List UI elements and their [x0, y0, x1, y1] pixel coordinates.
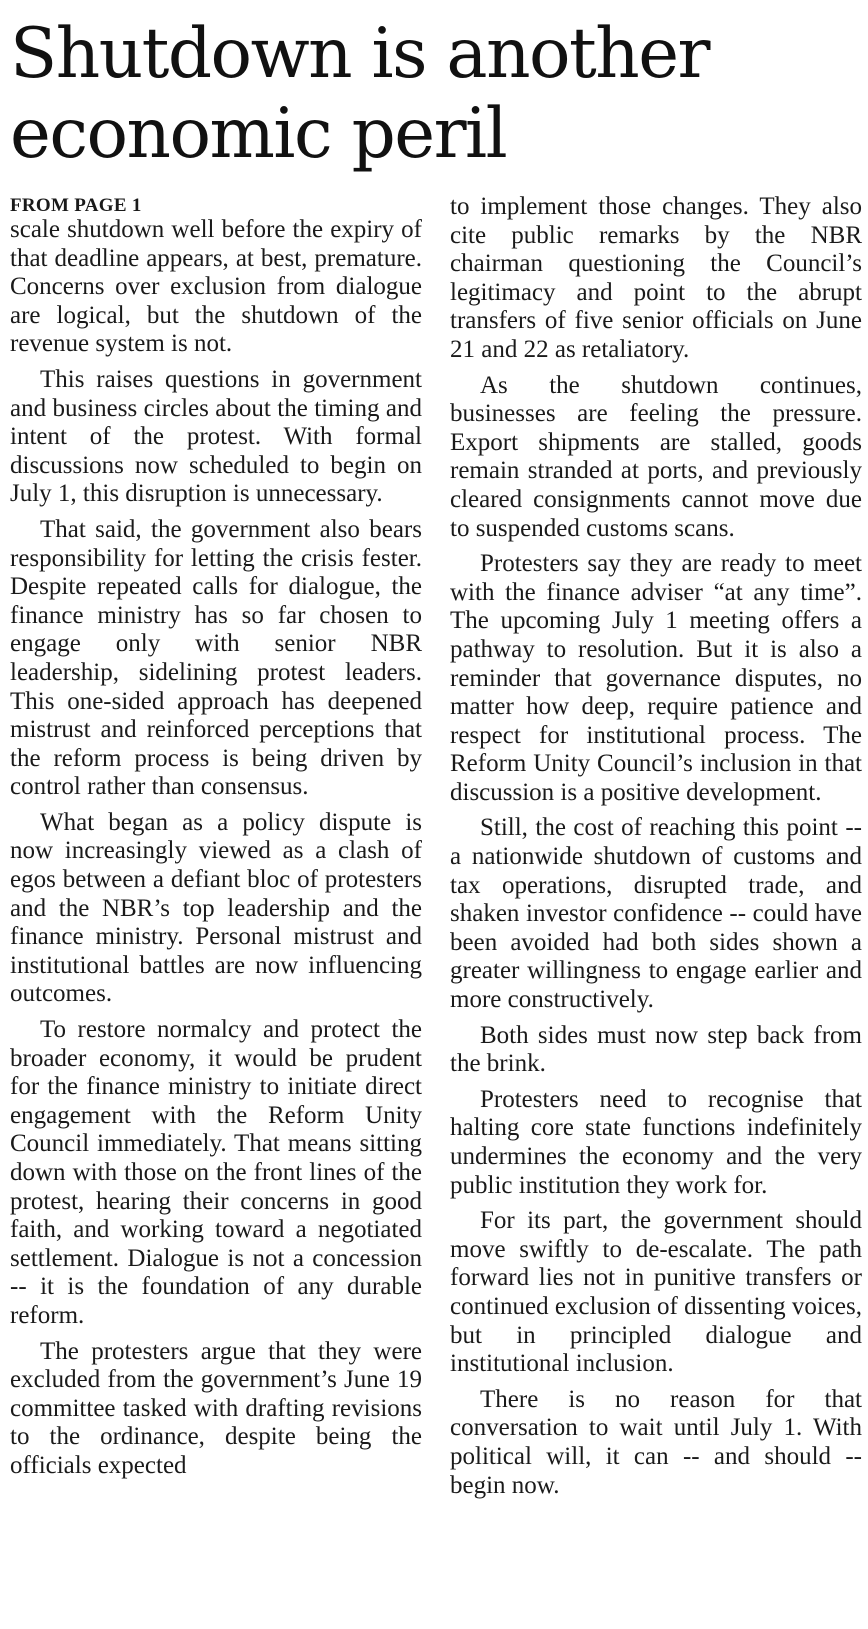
paragraph: to implement those changes. They also cite public remarks by the NBR chairman questioning the Council’s legitimacy and point to the abrupt transfers of five senior officials on June 21 and 22 as retaliatory. — [450, 193, 862, 363]
paragraph: For its part, the government should move swiftly to de-escalate. The path forward lies not in punitive transfers or continued exclusion of dissenting voices, but in principled dialogue and institutional inclusion. — [450, 1207, 862, 1378]
paragraph: As the shutdown continues, businesses are feeling the pressure. Export shipments are stalled, goods remain stranded at ports, and previously cleared consignments cannot move due to suspended customs scans. — [450, 371, 862, 542]
paragraph: That said, the government also bears responsibility for letting the crisis fester. Despite repeated calls for dialogue, the finance ministry has so far chosen to engage only with senior NBR leadership, sidelining protest leaders. This one-sided approach has deepened mistrust and reinforced perceptions that the reform process is being driven by control rather than consensus. — [10, 515, 422, 801]
right-column — [450, 193, 862, 1500]
continuation-kicker: FROM PAGE 1 — [10, 195, 142, 216]
paragraph: scale shutdown well before the expiry of that deadline appears, at best, premature. Concerns over exclusion from dialogue are logical, but the shutdown of the revenue system is not. — [10, 216, 422, 358]
paragraph: Both sides must now step back from the brink. — [450, 1021, 862, 1078]
paragraph: The protesters argue that they were excluded from the government’s June 19 committee tasked with drafting revisions to the ordinance, despite being the officials expected — [10, 1337, 422, 1479]
paragraph: There is no reason for that conversation to wait until July 1. With political will, it can -- and should -- begin now. — [450, 1385, 862, 1499]
paragraph: Still, the cost of reaching this point -- a nationwide shutdown of customs and tax operations, disrupted trade, and shaken investor confidence -- could have been avoided had both sides shown a greater willingness to engage earlier and more constructively. — [450, 814, 862, 1014]
left-column — [10, 195, 422, 1481]
paragraph: Protesters say they are ready to meet with the finance adviser “at any time”. The upcoming July 1 meeting offers a pathway to resolution. But it is also a reminder that governance disputes, no matter how deep, require patience and respect for institutional process. The Reform Unity Council’s inclusion in that discussion is a positive development. — [450, 550, 862, 806]
paragraph: Protesters need to recognise that halting core state functions indefinitely undermines the economy and the very public institution they work for. — [450, 1085, 862, 1199]
paragraph: To restore normalcy and protect the broader economy, it would be prudent for the finance ministry to initiate direct engagement with the Reform Unity Council immediately. That means sitting down with those on the front lines of the protest, hearing their concerns in good faith, and working toward a negotiated settlement. Dialogue is not a concession -- it is the foundation of any durable reform. — [10, 1016, 422, 1329]
article-headline: Shutdown is another economic peril — [10, 14, 710, 174]
paragraph: This raises questions in government and business circles about the timing and intent of the protest. With formal discussions now scheduled to begin on July 1, this disruption is unnecessary. — [10, 365, 422, 508]
paragraph: What began as a policy dispute is now increasingly viewed as a clash of egos between a defiant bloc of protesters and the NBR’s top leadership and the finance ministry. Personal mistrust and institutional battles are now influencing outcomes. — [10, 808, 422, 1008]
